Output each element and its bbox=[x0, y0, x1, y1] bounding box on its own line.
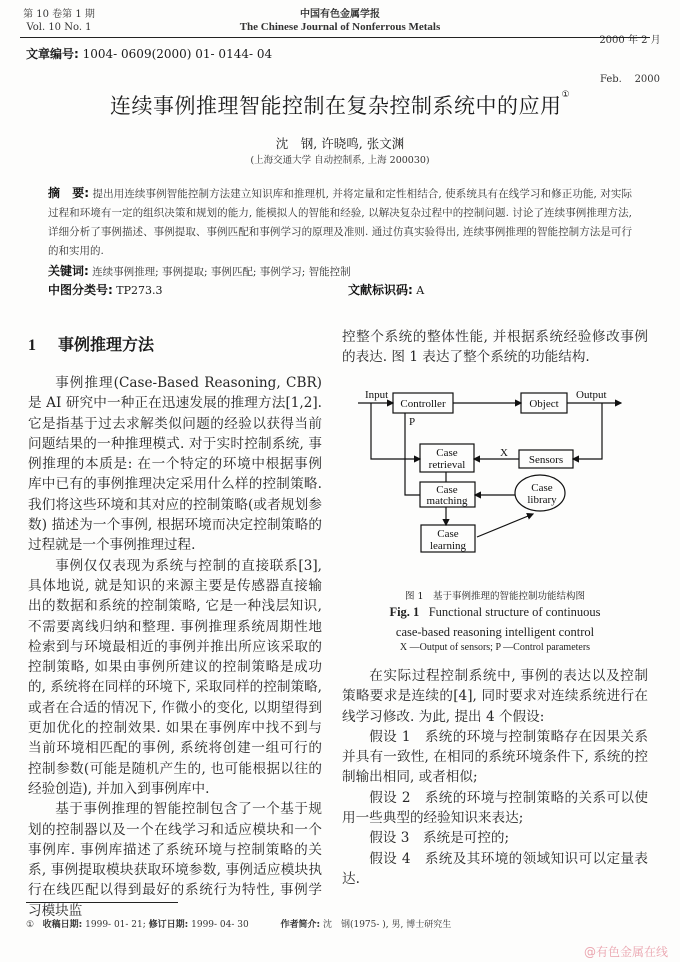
functional-structure-diagram bbox=[352, 383, 632, 563]
article-number-value: 1004- 0609(2000) 01- 0144- 04 bbox=[78, 47, 273, 61]
learning-label-2: learning bbox=[429, 540, 467, 552]
controller-label: Controller bbox=[400, 398, 446, 410]
watermark: @有色金属在线 bbox=[583, 945, 668, 959]
library-label-1: Case bbox=[531, 482, 553, 494]
page-title bbox=[0, 90, 680, 120]
learning-library-arrow bbox=[477, 514, 533, 537]
title-footnote-mark: ① bbox=[561, 90, 571, 100]
section-title: 事例推理方法 bbox=[58, 335, 155, 354]
volume-cn: 第 10 卷第 1 期 bbox=[23, 9, 95, 20]
journal-en: The Chinese Journal of Nonferrous Metals bbox=[239, 21, 441, 33]
abstract-text: 提出用连续事例智能控制方法建立知识库和推理机, 并将定量和定性相结合, 使系统具有在线学习和修正功能, 对实际过程和环境有一定的组织决策和规划的能力, 能模拟人的智能和经验, 以解决复杂过程中的控制问题. 讨论了连续事例推理方法, 详细分析了事例描述、事例提取、事例匹配和事例学习的原理及准则. 通过仿真实验得出, 连续事例推理的智能控制方法是可行的和实用的. bbox=[48, 188, 632, 257]
bio-text: 沈 钢(1975- ), 男, 博士研究生 bbox=[320, 920, 452, 930]
output-label: Output bbox=[576, 389, 607, 401]
learning-label-1: Case bbox=[437, 528, 459, 540]
received-label: 收稿日期: bbox=[42, 920, 83, 930]
keywords-label: 关键词: bbox=[48, 264, 89, 278]
matching-label-1: Case bbox=[436, 484, 458, 496]
doc-code-label: 文献标识码: bbox=[348, 283, 413, 297]
footnote-rule bbox=[26, 902, 178, 903]
header-rule bbox=[20, 37, 650, 38]
section-heading bbox=[28, 332, 154, 355]
keywords bbox=[48, 262, 351, 279]
journal-cn: 中国有色金属学报 bbox=[300, 9, 380, 20]
paragraph: 事例仅仅表现为系统与控制的直接联系[3], 具体地说, 就是知识的来源主要是传感器直接输出的数据和系统的控制策略, 它是一种浅层知识, 不需要离线归纳和整理. 事例推理系统周期性地检索到与环境最相近的事例并推出所应该采取的控制策略, 如果由事例所建议的控制策略是成功的, 系统将在同样的环境下, 采取同样的控制策略, 或者在合适的情况下, 作微小的变化, 以期望得到更加优化的控制效果. 如果在事例库中找不到与当前环境相匹配的事例, 系统将创建一组可行的控制参数(可能是随机产生的, 也可能根据以往的经验创造), 并加入到事例库中. bbox=[28, 557, 322, 797]
paragraph: 基于事例推理的智能控制包含了一个基于规划的控制器以及一个在线学习和适应模块和一个事例库. 事例库描述了系统环境与控制策略的关系, 事例提取模块获取环境参数, 事例适应模块执行在线匹配以得到最好的系统行为特性, 事例学习模块监 bbox=[28, 801, 322, 919]
journal-name bbox=[190, 8, 490, 34]
authors: 沈 钢, 许晓鸣, 张文渊 bbox=[275, 136, 405, 151]
p-label: P bbox=[409, 416, 416, 428]
clc-value: TP273.3 bbox=[112, 284, 163, 297]
input-label: Input bbox=[365, 389, 389, 401]
caption-cn: 图 1 基于事例推理的智能控制功能结构图 bbox=[404, 591, 586, 602]
keywords-text: 连续事例推理; 事例提取; 事例匹配; 事例学习; 智能控制 bbox=[88, 266, 351, 278]
paragraph: 在实际过程控制系统中, 事例的表达以及控制策略要求是连续的[4], 同时要求对连续系统进行在线学习修改. 为此, 提出 4 个假设: bbox=[342, 668, 648, 725]
right-column bbox=[342, 666, 648, 889]
affiliation: (上海交通大学 自动控制系, 上海 200030) bbox=[250, 155, 430, 166]
received-date: 1999- 01- 21; bbox=[82, 920, 149, 930]
assumption-2: 假设 2 系统的环境与控制策略的关系可以使用一些典型的经验知识来表达; bbox=[342, 789, 648, 827]
article-number bbox=[26, 45, 272, 62]
retrieval-label-1: Case bbox=[436, 447, 458, 459]
revised-date: 1999- 04- 30 bbox=[188, 920, 249, 930]
paragraph: 控整个系统的整体性能, 并根据系统经验修改事例的表达. 图 1 表达了整个系统的功能结构. bbox=[342, 329, 648, 366]
footnote-mark: ① bbox=[26, 920, 35, 930]
right-column-continuation bbox=[342, 327, 648, 368]
library-label-2: library bbox=[527, 494, 557, 506]
output-feedback-line bbox=[573, 403, 602, 459]
sensors-label: Sensors bbox=[528, 454, 564, 466]
caption-en-line-2: case-based reasoning intelligent control bbox=[395, 625, 595, 639]
clc-label: 中图分类号: bbox=[48, 283, 113, 297]
caption-en-line-1: Functional structure of continuous bbox=[428, 605, 601, 619]
document-code bbox=[348, 281, 424, 298]
assumption-1: 假设 1 系统的环境与控制策略存在因果关系并具有一致性, 在相同的系统环境条件下, 系统的控制输出相同, 或者相似; bbox=[342, 728, 648, 786]
abstract-label: 摘 要: bbox=[48, 186, 90, 200]
left-column bbox=[28, 373, 322, 921]
volume-en: Vol. 10 No. 1 bbox=[26, 22, 92, 33]
assumption-3: 假设 3 系统是可控的; bbox=[369, 830, 510, 847]
paragraph: 事例推理(Case-Based Reasoning, CBR) 是 AI 研究中一种正在迅速发展的推理方法[1,2]. 它是指基于过去求解类似问题的经验以获得当前问题结果的一种推理模式. 对于实时控制系统, 事例推理的本质是: 在一个特定的环境中根据事例库中已有的事例推理决定采用什么样的控制策略. 我们将这些环境和其对应的控制策略(或者规划参数) 描述为一个事例, 根据环境而决定控制策略的过程就是一个事例推理过程. bbox=[28, 375, 322, 554]
x-label: X bbox=[500, 447, 508, 459]
doc-code-value: A bbox=[412, 284, 425, 297]
figure-caption bbox=[342, 588, 648, 653]
date-en: Feb. 2000 bbox=[599, 74, 661, 85]
footnote bbox=[26, 917, 451, 930]
input-retrieval-line bbox=[371, 403, 420, 459]
date-cn: 2000 年 2 月 bbox=[599, 35, 661, 46]
article-number-label: 文章编号: bbox=[26, 47, 79, 61]
title-text: 连续事例推理智能控制在复杂控制系统中的应用 bbox=[109, 94, 562, 118]
bio-label: 作者简介: bbox=[280, 920, 321, 930]
caption-fig-label: Fig. 1 bbox=[389, 605, 420, 619]
matching-label-2: matching bbox=[426, 495, 468, 507]
revised-label: 修订日期: bbox=[148, 920, 189, 930]
retrieval-label-2: retrieval bbox=[428, 459, 466, 471]
abstract bbox=[48, 184, 632, 261]
caption-legend: X —Output of sensors; P —Control parameters bbox=[399, 642, 591, 653]
section-number: 1 bbox=[28, 337, 36, 354]
classification-number bbox=[48, 281, 163, 298]
assumption-4: 假设 4 系统及其环境的领域知识可以定量表达. bbox=[342, 850, 648, 887]
volume-info bbox=[18, 8, 100, 34]
object-label: Object bbox=[529, 398, 559, 410]
